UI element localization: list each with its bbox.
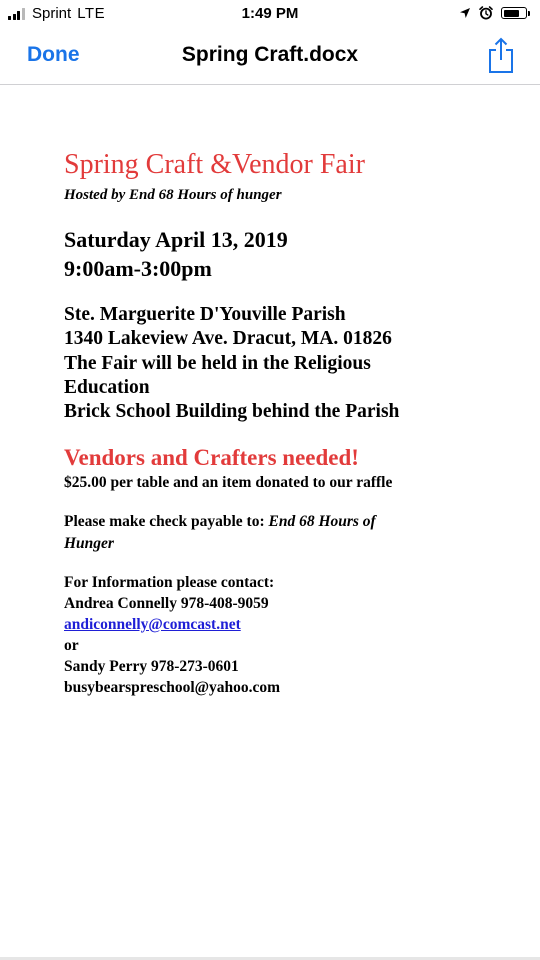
vendors-heading: Vendors and Crafters needed! bbox=[64, 445, 359, 470]
battery-icon bbox=[501, 7, 527, 19]
document-title: Spring Craft.docx bbox=[181, 43, 359, 66]
check-prefix: Please make check payable to: bbox=[64, 513, 269, 530]
done-button[interactable]: Done bbox=[27, 43, 80, 66]
flyer-title: Spring Craft &Vendor Fair bbox=[64, 149, 365, 180]
contact-sandy-email: busybearspreschool@yahoo.com bbox=[64, 679, 281, 696]
event-time: 9:00am-3:00pm bbox=[64, 256, 212, 281]
location-line: Education bbox=[64, 377, 150, 398]
contact-sandy: Sandy Perry 978-273-0601 bbox=[64, 658, 239, 675]
contact-or: or bbox=[64, 637, 79, 654]
check-payee: End 68 Hours of bbox=[268, 513, 376, 530]
share-icon[interactable] bbox=[486, 36, 516, 74]
network-type: LTE bbox=[77, 5, 106, 22]
contact-andrea-email-link[interactable]: andiconnelly@comcast.net bbox=[64, 616, 241, 633]
check-payable-line bbox=[64, 513, 376, 531]
check-payee-continued: Hunger bbox=[64, 535, 114, 552]
location-line: 1340 Lakeview Ave. Dracut, MA. 01826 bbox=[64, 328, 392, 349]
contact-heading: For Information please contact: bbox=[64, 574, 275, 591]
carrier-name: Sprint bbox=[32, 5, 72, 22]
location-arrow-icon bbox=[459, 7, 471, 19]
location-line: The Fair will be held in the Religious bbox=[64, 353, 371, 374]
location-line: Brick School Building behind the Parish bbox=[64, 401, 400, 422]
navigation-bar bbox=[0, 30, 540, 85]
contact-andrea: Andrea Connelly 978-408-9059 bbox=[64, 595, 269, 612]
alarm-clock-icon bbox=[479, 6, 493, 20]
table-fee: $25.00 per table and an item donated to our raffle bbox=[64, 474, 393, 491]
location-line: Ste. Marguerite D'Youville Parish bbox=[64, 304, 346, 325]
event-date: Saturday April 13, 2019 bbox=[64, 227, 288, 252]
status-bar bbox=[0, 0, 540, 30]
status-time: 1:49 PM bbox=[241, 5, 299, 22]
hosted-by: Hosted by End 68 Hours of hunger bbox=[64, 187, 282, 203]
status-right bbox=[459, 6, 530, 20]
document-body bbox=[0, 86, 540, 960]
